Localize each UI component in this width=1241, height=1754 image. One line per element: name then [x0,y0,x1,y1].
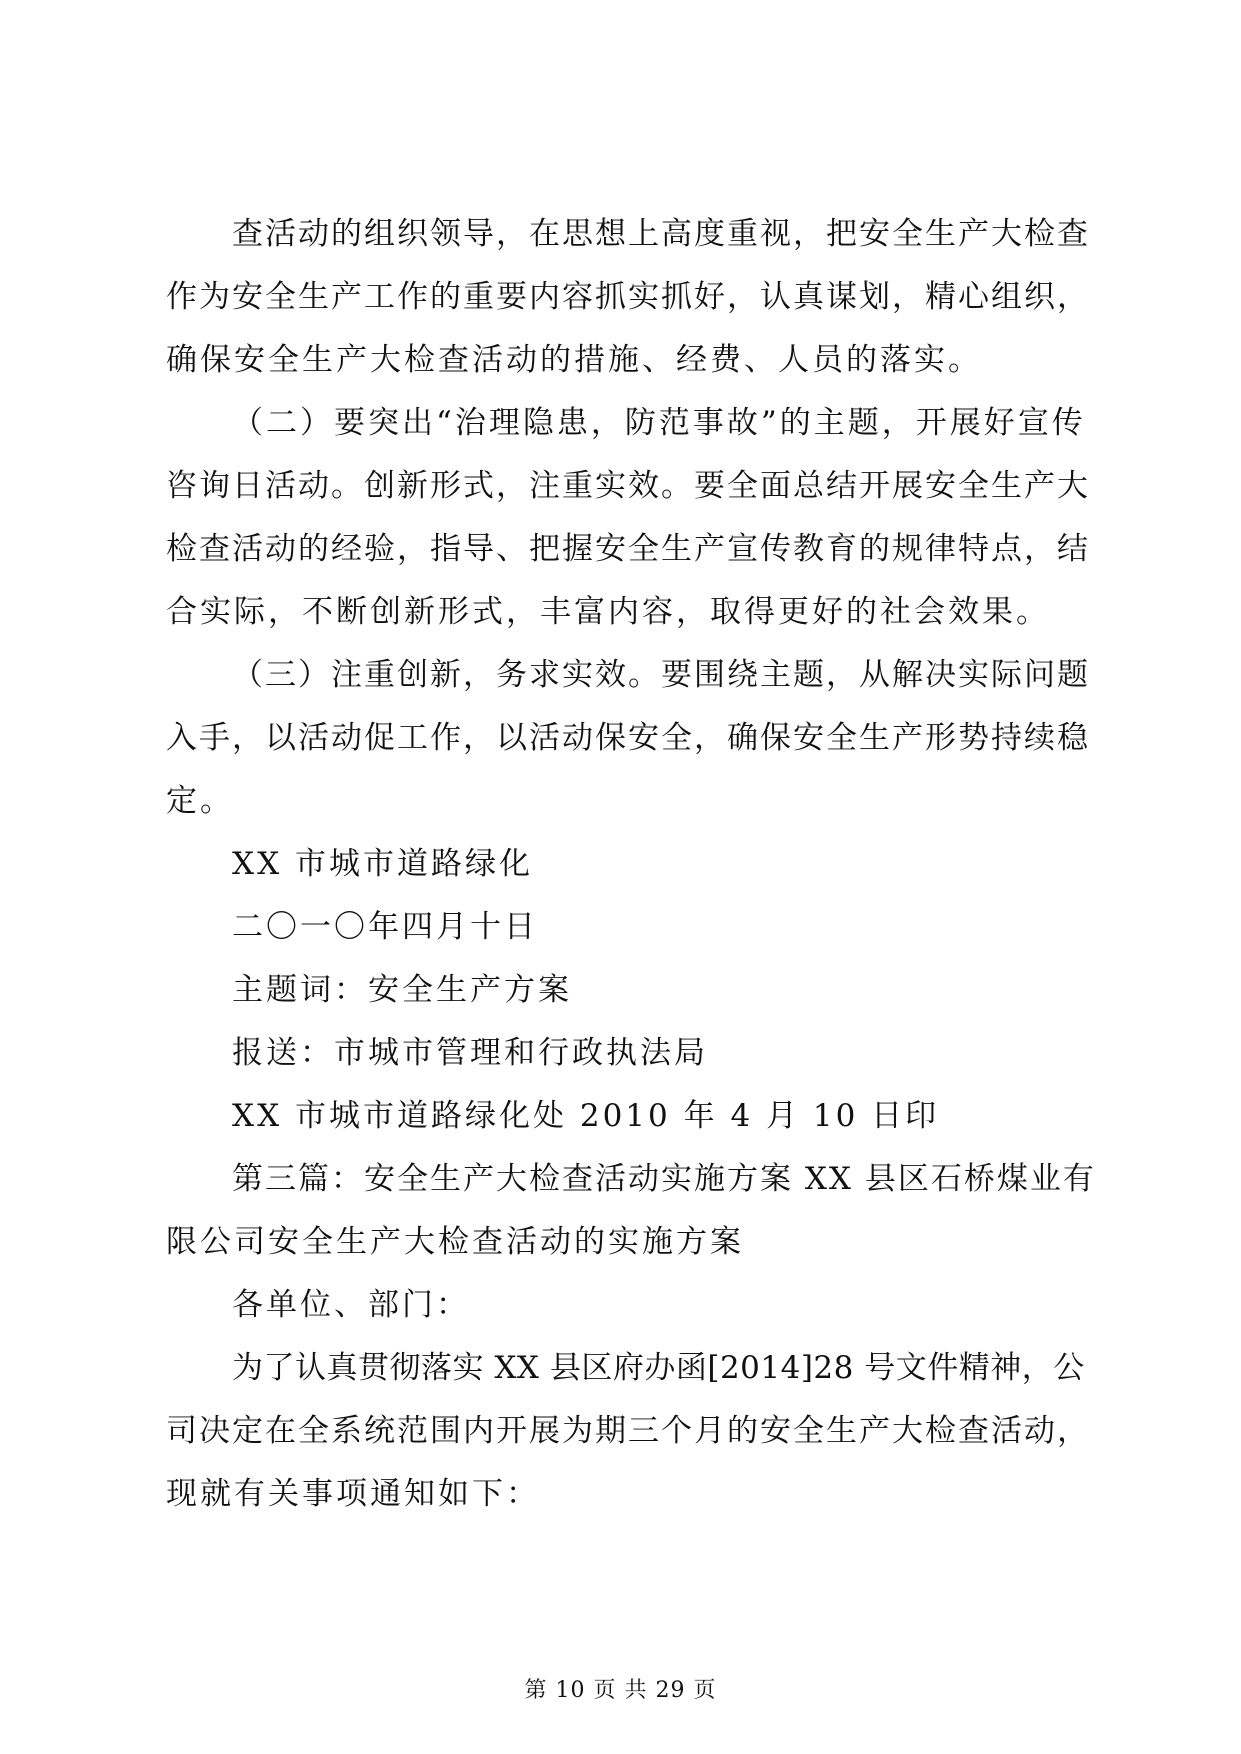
text-line-21: 现就有关事项通知如下： [166,1476,540,1512]
text-line-17: 限公司安全生产大检查活动的实施方案 [166,1224,744,1260]
text-line-16: 第三篇：安全生产大检查活动实施方案 XX 县区石桥煤业有 [232,1161,1096,1197]
text-line-11: XX 市城市道路绿化 [232,846,533,882]
text-line-15: XX 市城市道路绿化处 2010 年 4 月 10 日印 [232,1098,940,1134]
text-line-10: 定。 [166,783,234,819]
text-line-3: 确保安全生产大检查活动的措施、经费、人员的落实。 [166,342,982,378]
text-line-5: 咨询日活动。创新形式，注重实效。要全面总结开展安全生产大 [166,468,1090,504]
text-line-8: （三）注重创新，务求实效。要围绕主题，从解决实际问题 [232,657,1090,693]
text-line-14: 报送：市城市管理和行政执法局 [232,1035,708,1071]
text-line-1: 查活动的组织领导，在思想上高度重视，把安全生产大检查 [232,216,1090,252]
text-line-6: 检查活动的经验，指导、把握安全生产宣传教育的规律特点，结 [166,531,1090,567]
text-line-19: 为了认真贯彻落实 XX 县区府办函[2014]28 号文件精神，公 [232,1350,1085,1386]
text-line-2: 作为安全生产工作的重要内容抓实抓好，认真谋划，精心组织， [166,279,1090,315]
text-line-12: 二〇一〇年四月十日 [232,909,538,945]
text-line-20: 司决定在全系统范围内开展为期三个月的安全生产大检查活动， [166,1413,1090,1449]
text-line-13: 主题词：安全生产方案 [232,972,572,1008]
text-line-4: （二）要突出“治理隐患，防范事故”的主题，开展好宣传 [232,405,1086,441]
text-line-7: 合实际，不断创新形式，丰富内容，取得更好的社会效果。 [166,594,1050,630]
page-number-footer: 第 10 页 共 29 页 [524,1678,717,1703]
text-line-18: 各单位、部门： [232,1287,470,1323]
text-line-9: 入手，以活动促工作，以活动保安全，确保安全生产形势持续稳 [166,720,1090,756]
